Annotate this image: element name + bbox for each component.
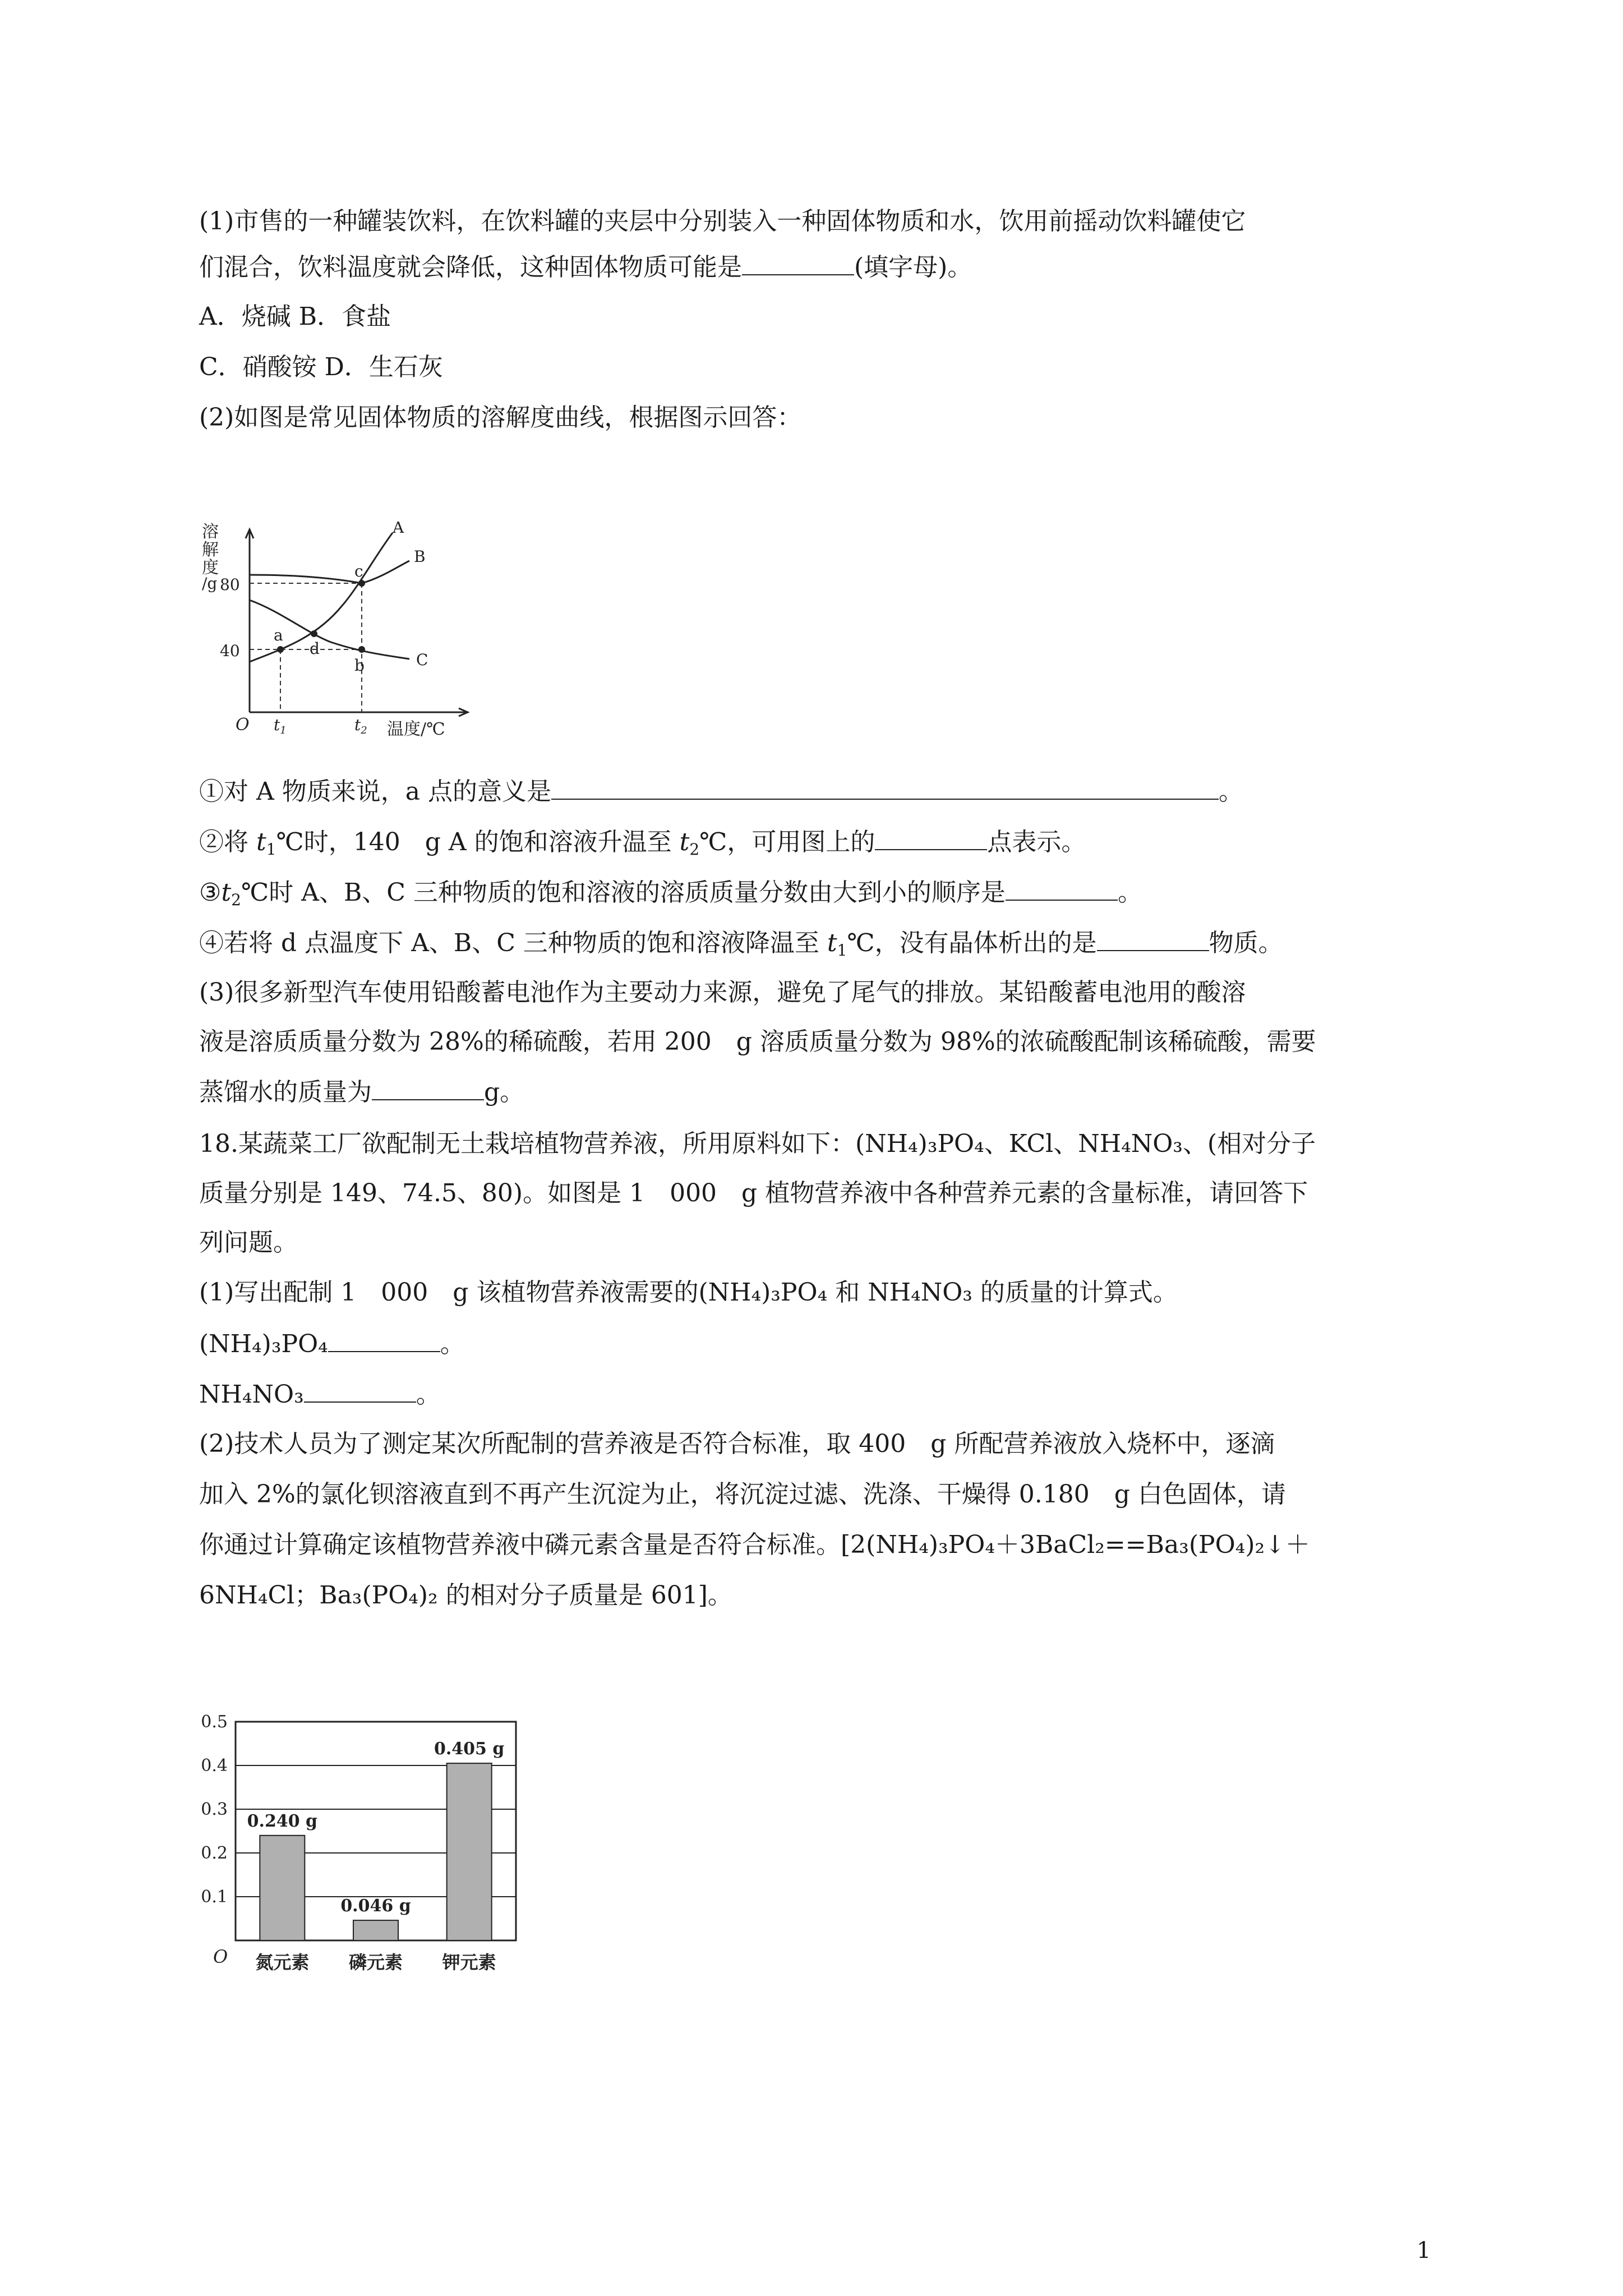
bar-value-label: 0.240 g <box>247 1811 318 1831</box>
answer-blank <box>328 1326 440 1352</box>
answer-blank <box>551 774 1219 800</box>
curve-a-line <box>250 533 393 662</box>
q17-sub4: ④若将 d 点温度下 A、B、C 三种物质的饱和溶液降温至 $t_1℃$，没有晶体析出的是 物质。 <box>199 925 1283 960</box>
q17-sub1: ①对 A 物质来说，a 点的意义是 。 <box>199 774 1243 809</box>
y-tick-label: 0.2 <box>201 1843 228 1863</box>
q18-part2-line3: 你通过计算确定该植物营养液中磷元素含量是否符合标准。[2(NH₄)₃PO₄＋3BaCl₂==Ba₃(PO₄)₂↓＋ <box>199 1530 1310 1559</box>
q18-part2-line4: 6NH₄Cl；Ba₃(PO₄)₂ 的相对分子质量是 601]。 <box>199 1581 732 1610</box>
point-d <box>311 630 317 637</box>
answer-blank <box>1097 925 1209 951</box>
point-label-a: a <box>274 626 283 644</box>
y-axis-label-4: /g <box>202 574 218 593</box>
q17-part1-line2: 们混合，饮料温度就会降低，这种固体物质可能是 (填字母)。 <box>199 250 972 284</box>
q17-part3-line1: (3)很多新型汽车使用铅酸蓄电池作为主要动力来源，避免了尾气的排放。某铅酸蓄电池用的酸溶 <box>199 978 1246 1007</box>
q18-part1: (1)写出配制 1 000 g 该植物营养液需要的(NH₄)₃PO₄ 和 NH₄NO₃ 的质量的计算式。 <box>199 1278 1178 1307</box>
x-tick-t2: $t_2$ <box>354 716 367 736</box>
q18-line3: 列问题。 <box>199 1228 298 1257</box>
point-a <box>277 646 284 653</box>
nutrient-bar-chart <box>191 1699 538 1991</box>
y-tick-label: 0.1 <box>201 1887 228 1907</box>
q17-sub2: ②将 $t_1℃$时，140 g A 的饱和溶液升温至 $t_2℃$，可用图上的 点表示。 <box>199 824 1086 859</box>
answer-blank <box>304 1377 416 1403</box>
q17-part2-intro: (2)如图是常见固体物质的溶解度曲线，根据图示回答： <box>199 403 802 432</box>
y-tick-80: 80 <box>220 575 240 594</box>
x-axis-label: 温度/℃ <box>387 720 445 739</box>
answer-blank <box>742 250 854 275</box>
answer-blank <box>1006 875 1118 901</box>
q17-options-cd: C．硝酸铵 D．生石灰 <box>199 353 443 381</box>
category-label: 磷元素 <box>348 1952 403 1973</box>
q18-line2: 质量分别是 149、74.5、80)。如图是 1 000 g 植物营养液中各种营养元素的含量标准，请回答下 <box>199 1179 1308 1207</box>
bar <box>353 1920 398 1940</box>
q17-part1-line1: (1)市售的一种罐装饮料，在饮料罐的夹层中分别装入一种固体物质和水，饮用前摇动饮料罐使它 <box>199 207 1246 236</box>
y-tick-label: 0.4 <box>201 1756 228 1776</box>
bar-value-label: 0.046 g <box>340 1896 411 1916</box>
y-axis-label-3: 度 <box>202 558 219 578</box>
q17-part3-line2: 液是溶质质量分数为 28%的稀硫酸，若用 200 g 溶质质量分数为 98%的浓硫酸配制该稀硫酸，需要 <box>199 1027 1316 1056</box>
q18-part2-line1: (2)技术人员为了测定某次所配制的营养液是否符合标准，取 400 g 所配营养液放入烧杯中，逐滴 <box>199 1430 1275 1458</box>
bar <box>260 1836 305 1940</box>
y-axis-label-2: 解 <box>202 540 219 560</box>
origin-label: O <box>236 715 250 735</box>
q18-part2-line2: 加入 2%的氯化钡溶液直到不再产生沉淀为止，将沉淀过滤、洗涤、干燥得 0.180 g 白色固体，请 <box>199 1480 1286 1509</box>
q17-options-ab: A．烧碱 B．食盐 <box>199 302 391 331</box>
answer-blank <box>875 824 987 850</box>
q18-answer2: NH₄NO₃ 。 <box>199 1377 441 1412</box>
x-tick-t1: $t_1$ <box>274 716 287 736</box>
y-axis-label-1: 溶 <box>202 522 219 542</box>
point-label-b: b <box>354 656 365 675</box>
origin-label: O <box>213 1946 228 1967</box>
y-tick-label: 0.5 <box>201 1712 228 1732</box>
y-tick-label: 0.3 <box>201 1800 228 1819</box>
answer-blank <box>372 1075 484 1100</box>
curve-label-c: C <box>416 651 428 669</box>
point-c <box>358 580 365 587</box>
point-b <box>358 646 365 653</box>
point-label-d: d <box>310 639 320 658</box>
q17-part3-line3: 蒸馏水的质量为 g。 <box>199 1075 524 1109</box>
solubility-curve-figure <box>196 522 499 746</box>
curve-label-b: B <box>414 547 426 566</box>
q17-sub3: $③t_2℃$时 A、B、C 三种物质的饱和溶液的溶质质量分数由大到小的顺序是 。 <box>199 875 1142 910</box>
point-label-c: c <box>354 562 363 580</box>
curve-label-a: A <box>393 522 404 537</box>
bar-value-label: 0.405 g <box>434 1739 505 1759</box>
curve-b-line <box>250 561 409 583</box>
bar <box>447 1763 492 1940</box>
category-label: 氮元素 <box>255 1952 310 1973</box>
category-label: 钾元素 <box>442 1952 496 1973</box>
page-number: 1 <box>1417 2238 1431 2263</box>
q18-answer1: (NH₄)₃PO₄ 。 <box>199 1326 465 1361</box>
q18-line1: 18.某蔬菜工厂欲配制无土栽培植物营养液，所用原料如下：(NH₄)₃PO₄、KCl、NH₄NO₃、(相对分子 <box>199 1129 1316 1158</box>
y-tick-40: 40 <box>220 642 240 660</box>
